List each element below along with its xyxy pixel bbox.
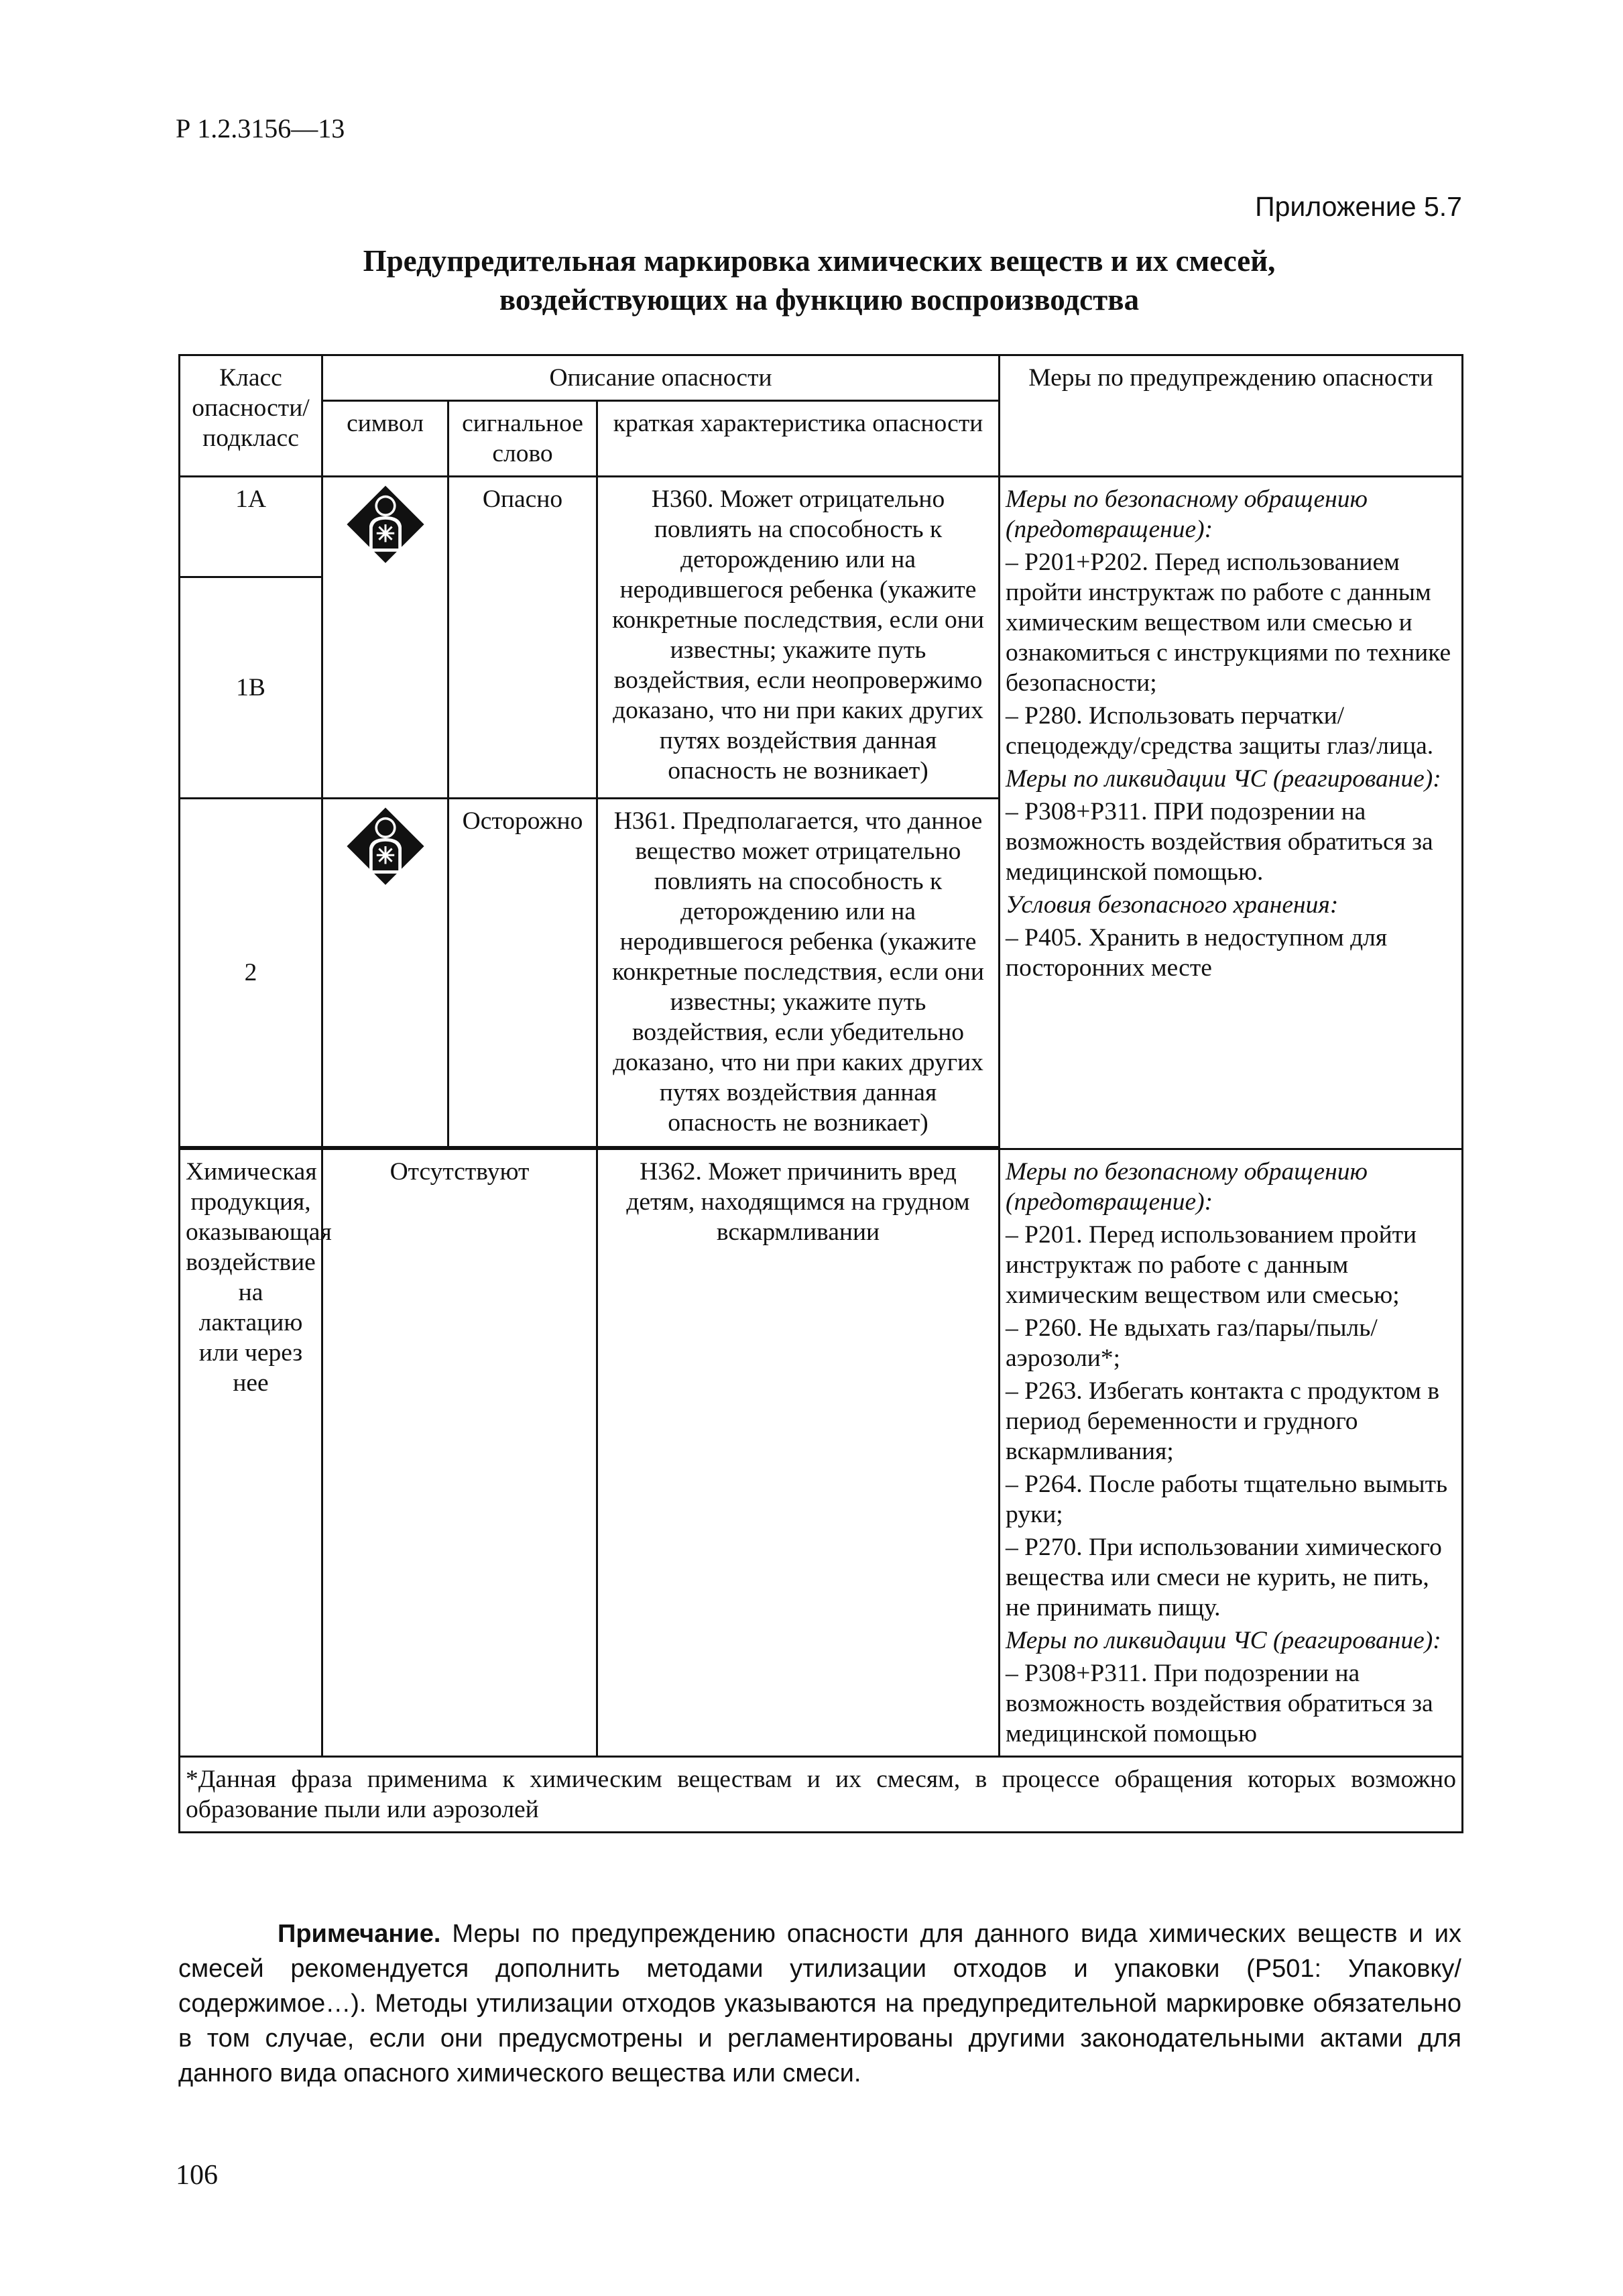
p308-p311: – P308+P311. ПРИ подозрении на возможность воздействия обратиться за медицинской помощью. [1006, 798, 1433, 886]
note-paragraph [178, 1916, 1461, 2091]
class-2: 2 [180, 799, 322, 1147]
p405: – P405. Хранить в недоступном для посторонних месте [1006, 924, 1388, 982]
measures-classes-1-2 [1000, 477, 1463, 1149]
emergency-title: Меры по ликвидации ЧС (реагирование): [1006, 765, 1441, 793]
p308-p311: – P308+P311. При подозрении на возможность воздействия обратиться за медицинской помощью [1006, 1660, 1433, 1747]
note-label: Примечание. [278, 1920, 441, 1948]
signal-word-warning: Осторожно [448, 799, 597, 1147]
header-description: Описание опасности [322, 355, 1000, 401]
p270: – P270. При использовании химического вещества или смеси не курить, не пить, не принимать пищу. [1006, 1534, 1442, 1621]
header-symbol: символ [322, 401, 448, 477]
class-lactation: Химическая продукция, оказывающая воздействие на лактацию или через нее [180, 1149, 322, 1757]
emergency-title: Меры по ликвидации ЧС (реагирование): [1006, 1627, 1441, 1654]
signal-word-danger: Опасно [448, 477, 597, 799]
storage-title: Условия безопасного хранения: [1006, 891, 1339, 919]
symbol-absent: Отсутствуют [322, 1149, 597, 1757]
measures-lactation [1000, 1149, 1463, 1757]
table-row [180, 1149, 1463, 1757]
p264: – P264. После работы тщательно вымыть руки; [1006, 1471, 1448, 1528]
note-text: Меры по предупреждению опасности для данного вида химических веществ и их смесей рекомендуется дополнить методами утилизации отходов и упаковки (P501: Упаковку/содержимое…). Методы утилизации отходов указываются на предупредительной маркировке обязательно в том случае, если они предусмотрены и регламентированы другими законодательными актами для данного вида опасного химического вещества или смеси. [178, 1920, 1461, 2087]
health-hazard-icon [345, 484, 426, 565]
hazard-h362: H362. Может причинить вред детям, находящимся на грудном вскармливании [597, 1149, 1000, 1757]
header-hazard-statement: краткая характеристика опасности [597, 401, 1000, 477]
p260: – P260. Не вдыхать газ/пары/пыль/аэрозоли*; [1006, 1314, 1378, 1372]
p201: – P201. Перед использованием пройти инструктаж по работе с данным химическим веществом или смесью; [1006, 1221, 1417, 1309]
health-hazard-icon [345, 806, 426, 886]
class-1b: 1B [180, 577, 322, 799]
page-number: 106 [176, 2160, 218, 2191]
hazard-h360: H360. Может отрицательно повлиять на способность к деторождению или на неродившегося ребенка (укажите конкретные последствия, если они известны; укажите путь воздействия, если неопровержимо доказано, что ни при каких других путях воздействия данная опасность не возникает) [597, 477, 1000, 799]
header-measures: Меры по предупреждению опасности [1000, 355, 1463, 477]
hazard-h361: H361. Предполагается, что данное вещество может отрицательно повлиять на способность к деторождению или на неродившегося ребенка (укажите конкретные последствия, если они известны; укажите путь воздействия, если убедительно доказано, что ни при каких других путях воздействия данная опасность не возникает) [597, 799, 1000, 1147]
handling-title: Меры по безопасному обращению (предотвращение): [1006, 1158, 1368, 1216]
document-code: Р 1.2.3156—13 [176, 113, 345, 144]
symbol-cell [322, 477, 448, 799]
class-1a: 1A [180, 477, 322, 577]
p280: – P280. Использовать перчатки/спецодежду/средства защиты глаз/лица. [1006, 702, 1434, 760]
footnote: *Данная фраза применима к химическим веществам и их смесям, в процессе обращения которых возможно образование пыли или аэрозолей [180, 1757, 1463, 1833]
header-class: Класс опасности/ подкласс [180, 355, 322, 477]
title-line-2: воздействующих на функцию воспроизводства [499, 283, 1140, 317]
page-title [176, 241, 1463, 319]
hazard-table [178, 354, 1463, 1833]
title-line-1: Предупредительная маркировка химических веществ и их смесей, [363, 244, 1276, 278]
table-row [180, 477, 1463, 577]
symbol-cell [322, 799, 448, 1147]
p201-p202: – P201+P202. Перед использованием пройти инструктаж по работе с данным химическим веществом или смесью и ознакомиться с инструкциями по технике безопасности; [1006, 549, 1451, 697]
footnote-row [180, 1757, 1463, 1833]
handling-title: Меры по безопасному обращению (предотвращение): [1006, 485, 1368, 543]
appendix-label: Приложение 5.7 [1255, 191, 1462, 222]
header-signal-word: сигнальное слово [448, 401, 597, 477]
table-header-row [180, 355, 1463, 401]
p263: – P263. Избегать контакта с продуктом в период беременности и грудного вскармливания; [1006, 1377, 1440, 1465]
